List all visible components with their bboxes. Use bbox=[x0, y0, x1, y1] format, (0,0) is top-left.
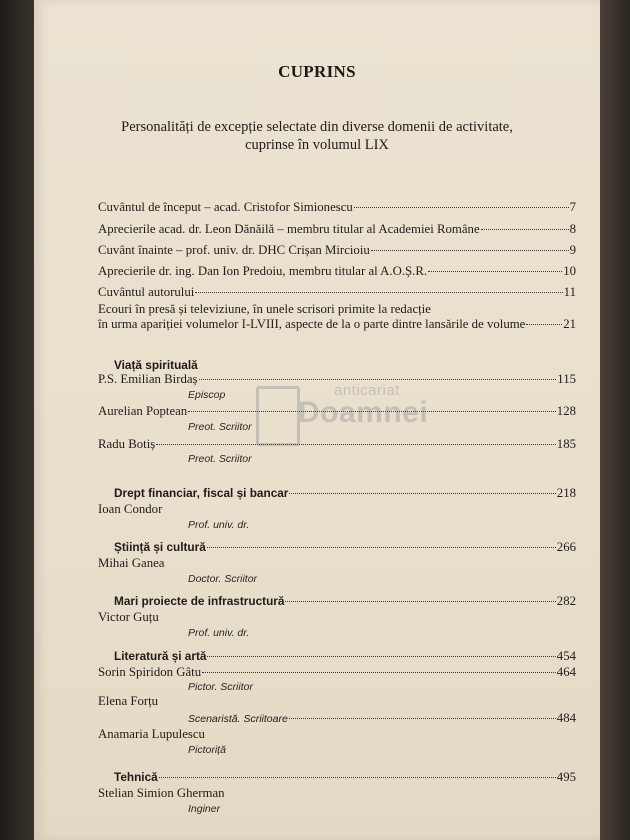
author-name: P.S. Emilian Birdaș bbox=[98, 372, 198, 386]
toc-entry bbox=[98, 222, 576, 237]
author-role: Preot. Scriitor bbox=[188, 421, 252, 433]
author-role: Inginer bbox=[188, 803, 221, 815]
leader-dots bbox=[481, 229, 569, 230]
author-role: Prof. univ. dr. bbox=[188, 519, 250, 531]
toc-entry bbox=[98, 285, 576, 300]
leader-dots bbox=[289, 493, 555, 494]
toc-entry-title: Cuvântul autorului bbox=[98, 285, 195, 299]
author-name: Elena Forțu bbox=[98, 694, 159, 708]
toc-entry-page: 495 bbox=[556, 770, 576, 784]
book-logo-icon bbox=[256, 386, 300, 446]
toc-entry-page: 21 bbox=[563, 317, 576, 331]
toc-entry bbox=[98, 694, 576, 709]
subtitle-line-1: Personalități de excepție selectate din diverse domenii de activitate, bbox=[121, 119, 513, 135]
toc-entry-title: Cuvântul de început – acad. Cristofor Simionescu bbox=[98, 200, 353, 214]
section-heading: Tehnică bbox=[114, 770, 158, 784]
leader-dots bbox=[159, 777, 556, 778]
toc-section-entry bbox=[114, 649, 576, 664]
toc-entry-role-page bbox=[98, 711, 576, 726]
toc-entry-page: 218 bbox=[556, 486, 576, 500]
toc-entry-page: 484 bbox=[556, 711, 576, 725]
leader-dots bbox=[285, 601, 555, 602]
toc-entry-page: 185 bbox=[556, 437, 576, 451]
author-name: Mihai Ganea bbox=[98, 556, 165, 570]
leader-dots bbox=[526, 324, 562, 325]
page-edge bbox=[600, 0, 630, 840]
section-heading: Știință și cultură bbox=[114, 540, 206, 554]
toc-entry-page: 128 bbox=[556, 404, 576, 418]
author-role: Scenaristă. Scriitoare bbox=[188, 713, 288, 725]
toc-entry-page: 11 bbox=[563, 285, 576, 299]
author-name: Radu Botiș bbox=[98, 437, 156, 451]
leader-dots bbox=[354, 207, 569, 208]
toc-entry-title: în urma apariției volumelor I-LVIII, aspecte de la o parte dintre lansările de volume bbox=[98, 317, 526, 331]
leader-dots bbox=[428, 271, 562, 272]
author-name: Anamaria Lupulescu bbox=[98, 727, 205, 741]
section-heading: Mari proiecte de infrastructură bbox=[114, 594, 285, 608]
toc-entry bbox=[98, 727, 576, 742]
toc-entry bbox=[98, 556, 576, 571]
watermark-main: Doamnei bbox=[298, 396, 429, 429]
author-name: Victor Guțu bbox=[98, 610, 159, 624]
toc-entry-page: 266 bbox=[556, 540, 576, 554]
toc-entry bbox=[98, 610, 576, 625]
toc-section-entry bbox=[114, 486, 576, 501]
toc-entry-page: 8 bbox=[569, 222, 576, 236]
toc-entry-page: 7 bbox=[569, 200, 576, 214]
author-role: Pictoriță bbox=[188, 744, 226, 756]
toc-entry bbox=[98, 317, 576, 332]
author-role: Episcop bbox=[188, 389, 226, 401]
leader-dots bbox=[289, 718, 556, 719]
subtitle-line-2: cuprinse în volumul LIX bbox=[245, 137, 389, 153]
author-role: Pictor. Scriitor bbox=[188, 681, 253, 693]
toc-entry bbox=[98, 264, 576, 279]
page-title: CUPRINS bbox=[278, 62, 356, 81]
toc-section-entry bbox=[114, 770, 576, 785]
toc-entry-page: 454 bbox=[556, 649, 576, 663]
leader-dots bbox=[202, 672, 556, 673]
author-role: Preot. Scriitor bbox=[188, 453, 252, 465]
toc-entry-page: 9 bbox=[569, 243, 576, 257]
toc-entry-title-line: Ecouri în presă și televiziune, în unele scrisori primite la redacție bbox=[98, 302, 431, 316]
author-name: Ioan Condor bbox=[98, 502, 163, 516]
section-heading: Drept financiar, fiscal și bancar bbox=[114, 486, 289, 500]
book-gutter bbox=[0, 0, 34, 840]
toc-entry bbox=[98, 200, 576, 215]
author-name: Aurelian Poptean bbox=[98, 404, 188, 418]
toc-entry bbox=[98, 786, 576, 801]
toc-entry bbox=[98, 502, 576, 517]
watermark-logo bbox=[234, 382, 444, 448]
leader-dots bbox=[195, 292, 562, 293]
author-role: Prof. univ. dr. bbox=[188, 627, 250, 639]
author-name: Stelian Simion Gherman bbox=[98, 786, 225, 800]
toc-entry-page: 464 bbox=[556, 665, 576, 679]
section-heading: Literatură și artă bbox=[114, 649, 207, 663]
author-name: Sorin Spiridon Gâtu bbox=[98, 665, 202, 679]
toc-entry-multiline bbox=[98, 302, 576, 332]
author-role: Doctor. Scriitor bbox=[188, 573, 258, 585]
toc-entry-page: 282 bbox=[556, 594, 576, 608]
leader-dots bbox=[207, 656, 555, 657]
toc-entry-title: Aprecierile acad. dr. Leon Dănăilă – membru titular al Academiei Române bbox=[98, 222, 480, 236]
toc-entry bbox=[98, 665, 576, 680]
leader-dots bbox=[199, 379, 557, 380]
book-page bbox=[34, 0, 600, 840]
toc-entry-page: 10 bbox=[563, 264, 576, 278]
leader-dots bbox=[371, 250, 569, 251]
toc-entry-title: Aprecierile dr. ing. Dan Ion Predoiu, membru titular al A.O.Ș.R. bbox=[98, 264, 428, 278]
toc-entry-title: Cuvânt înainte – prof. univ. dr. DHC Crișan Mircioiu bbox=[98, 243, 370, 257]
watermark-top: anticariat bbox=[334, 382, 400, 399]
section-heading: Viață spirituală bbox=[114, 358, 198, 372]
toc-section-entry bbox=[114, 594, 576, 609]
toc-entry-page: 115 bbox=[557, 372, 576, 386]
toc-section-entry bbox=[114, 540, 576, 555]
toc-entry bbox=[98, 243, 576, 258]
leader-dots bbox=[207, 547, 556, 548]
